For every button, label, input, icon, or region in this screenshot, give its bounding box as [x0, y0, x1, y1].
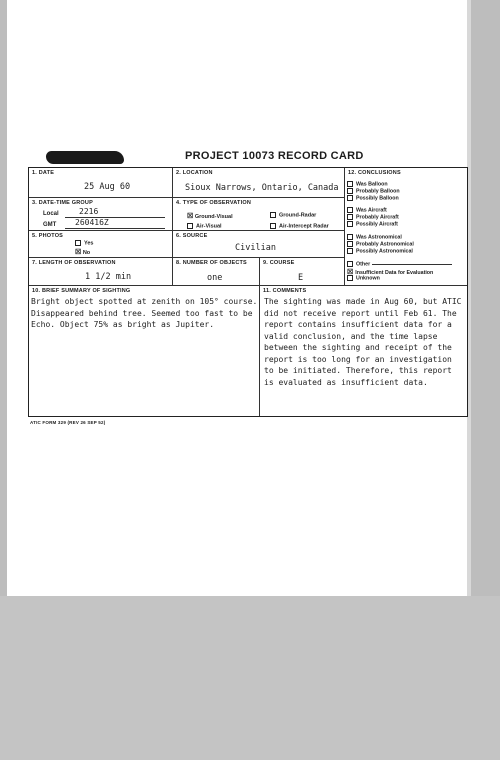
conclusion-label: Other	[356, 261, 371, 268]
conclusion-checkbox	[347, 221, 353, 227]
air-visual-label: Air-Visual	[196, 223, 222, 230]
air-intercept-option	[270, 223, 329, 229]
redaction-mark	[46, 151, 124, 164]
conclusion-checkbox	[347, 241, 353, 247]
conclusion-item	[347, 181, 388, 187]
photos-label: 5. PHOTOS	[32, 233, 64, 239]
comments-text	[264, 296, 461, 388]
objects-cell	[173, 258, 260, 286]
location-label: 2. LOCATION	[176, 170, 213, 176]
length-label: 7. LENGTH OF OBSERVATION	[32, 260, 116, 266]
conclusion-item	[347, 214, 399, 220]
location-cell	[173, 168, 345, 198]
comments-label: 11. COMMENTS	[263, 288, 307, 294]
course-label: 9. COURSE	[263, 260, 295, 266]
summary-line: Echo. Object 75% as bright as Jupiter.	[31, 320, 215, 329]
conclusion-label: Possibly Balloon	[356, 195, 399, 202]
ground-radar-checkbox	[270, 212, 276, 218]
air-visual-option	[187, 223, 222, 229]
course-cell	[260, 258, 345, 286]
comments-line: is evaluated as insufficient data.	[264, 377, 428, 387]
photos-no-option	[75, 248, 90, 256]
other-underline	[372, 264, 452, 265]
form-footer: ATIC FORM 329 (REV 26 SEP 52)	[30, 420, 106, 425]
type-label: 4. TYPE OF OBSERVATION	[176, 200, 251, 206]
conclusion-checkbox	[347, 275, 353, 281]
record-card	[28, 167, 468, 417]
conclusion-label: Unknown	[356, 275, 380, 282]
location-value: Sioux Narrows, Ontario, Canada	[185, 183, 339, 193]
conclusion-checkbox	[347, 214, 353, 220]
comments-line: to be initiated. Therefore, this report	[264, 366, 452, 375]
source-cell	[173, 231, 345, 258]
conclusion-checkbox	[347, 188, 353, 194]
conclusion-label: Was Balloon	[356, 181, 388, 188]
photos-no-check: ☒	[75, 249, 82, 256]
objects-value: one	[207, 273, 223, 283]
date-value: 25 Aug 60	[84, 182, 131, 192]
date-label: 1. DATE	[32, 170, 55, 176]
conclusion-item	[347, 261, 452, 267]
card-title: PROJECT 10073 RECORD CARD	[185, 150, 364, 162]
local-value: 2216	[79, 207, 99, 216]
source-label: 6. SOURCE	[176, 233, 208, 239]
summary-cell	[29, 286, 260, 416]
conclusion-item	[347, 221, 398, 227]
conclusion-item	[347, 195, 399, 201]
course-value: E	[298, 273, 304, 283]
date-time-group-cell	[29, 198, 173, 231]
photos-no-label: No	[82, 250, 91, 256]
comments-line: between the sighting and receipt of the	[264, 343, 452, 352]
conclusion-checkbox-checked: ☒	[347, 269, 354, 276]
photos-yes-checkbox	[75, 240, 81, 246]
source-value: Civilian	[235, 243, 276, 253]
comments-line: valid conclusion, and the time lapse	[264, 331, 438, 341]
summary-line: Bright object spotted at zenith on 105° course.	[31, 297, 258, 306]
conclusion-label: Probably Astronomical	[356, 241, 414, 248]
conclusion-item	[347, 234, 402, 240]
date-cell	[29, 168, 173, 198]
length-cell	[29, 258, 173, 286]
objects-label: 8. NUMBER OF OBJECTS	[176, 260, 247, 266]
comments-line: report contains insufficient data for a	[264, 320, 452, 329]
ground-visual-option	[187, 212, 233, 220]
conclusion-item	[347, 248, 413, 254]
scan-background	[0, 596, 500, 760]
conclusion-item	[347, 188, 400, 194]
conclusion-label: Probably Balloon	[356, 188, 400, 195]
length-value: 1 1/2 min	[85, 272, 132, 282]
conclusion-label: Probably Aircraft	[356, 214, 399, 221]
ground-visual-label: Ground-Visual	[194, 214, 233, 220]
type-of-observation-cell	[173, 198, 345, 231]
air-intercept-label: Air-Intercept Radar	[279, 223, 329, 230]
conclusion-label: Was Aircraft	[356, 207, 387, 214]
gmt-underline	[65, 228, 165, 229]
conclusion-label: Insufficient Data for Evaluation	[355, 270, 434, 276]
air-visual-checkbox	[187, 223, 193, 229]
summary-line: Disappeared behind tree. Seemed too fast to be	[31, 308, 253, 318]
conclusion-label: Possibly Aircraft	[356, 221, 398, 228]
conclusion-item	[347, 241, 414, 247]
photos-cell	[29, 231, 173, 258]
ground-visual-check: ☒	[187, 213, 194, 220]
air-intercept-checkbox	[270, 223, 276, 229]
dtg-label: 3. DATE-TIME GROUP	[32, 200, 93, 206]
conclusions-label: 12. CONCLUSIONS	[348, 170, 401, 176]
conclusion-label: Possibly Astronomical	[356, 248, 413, 255]
conclusion-item	[347, 207, 387, 213]
conclusion-checkbox	[347, 207, 353, 213]
gmt-value: 260416Z	[75, 218, 109, 227]
summary-text	[31, 296, 257, 331]
comments-line: report is too long for an investigation	[264, 354, 452, 364]
ground-radar-option	[270, 212, 316, 218]
summary-label: 10. BRIEF SUMMARY OF SIGHTING	[32, 288, 131, 294]
photos-yes-option	[75, 240, 93, 246]
conclusion-checkbox	[347, 195, 353, 201]
photos-yes-label: Yes	[84, 240, 94, 247]
ground-radar-label: Ground-Radar	[279, 212, 317, 219]
conclusion-checkbox	[347, 181, 353, 187]
comments-cell	[260, 286, 467, 416]
conclusion-item	[347, 275, 380, 281]
conclusion-label: Was Astronomical	[356, 234, 402, 241]
comments-line: did not receive report until Feb 61. The	[264, 308, 457, 318]
conclusion-checkbox	[347, 261, 353, 267]
conclusion-checkbox	[347, 248, 353, 254]
local-label: Local	[43, 211, 59, 217]
comments-line: The sighting was made in Aug 60, but ATIC	[264, 297, 462, 306]
conclusion-checkbox	[347, 234, 353, 240]
gmt-label: GMT	[43, 222, 57, 228]
